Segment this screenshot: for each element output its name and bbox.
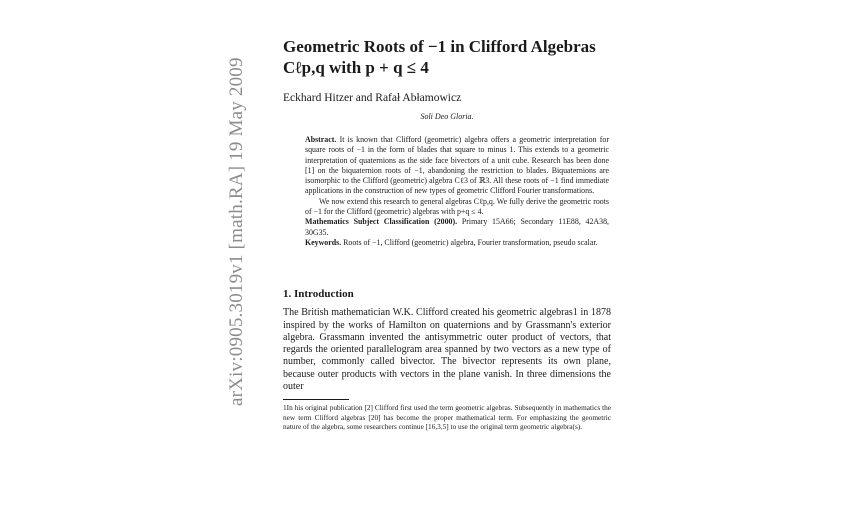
keywords-text: Roots of −1, Clifford (geometric) algebra, Fourier transformation, pseudo scalar. (343, 237, 598, 247)
abstract-text-1: It is known that Clifford (geometric) algebra offers a geometric interpretation for square roots of −1 in the form of blades that square to minus 1. This extends to a geometric interpretation of quaternions as the side face bivectors of a unit cube. Research has been done [1] on the biquaternion roots of −1, abandoning the restriction to blades. Biquaternions are isomorphic to the Clifford (geometric) algebra Cℓ3 of ℝ3. All these roots of −1 find immediate applications in the construction of new types of geometric Clifford Fourier transformations. (305, 135, 609, 196)
abstract-label: Abstract. (305, 135, 337, 144)
msc-label: Mathematics Subject Classification (2000). (305, 217, 458, 227)
dedication: Soli Deo Gloria. (420, 112, 474, 121)
keywords-label: Keywords. (305, 237, 342, 247)
title-line-2: Cℓp,q with p + q ≤ 4 (283, 58, 429, 77)
abstract-paragraph-1 (305, 135, 609, 197)
paper-page (283, 36, 611, 431)
footnote-rule (283, 399, 349, 400)
abstract-text-2: We now extend this research to general algebras Cℓp,q. We fully derive the geometric roots of −1 for the Clifford (geometric) algebras with p+q ≤ 4. (305, 196, 609, 217)
footnote: 1In his original publication [2] Clifford first used the term geometric algebras. Subsequently in mathematics the new term Clifford algebras [20] has become the proper mathematical term. For emphasizing the geometric nature of the algebra, some researchers continue [16,3,5] to use the original term geometric algebra(s). (283, 403, 611, 431)
paper-title (283, 36, 611, 78)
msc-classification (305, 217, 609, 238)
arxiv-identifier: arXiv:0905.3019v1 [math.RA] 19 May 2009 (226, 57, 247, 406)
introduction-paragraph: The British mathematician W.K. Clifford created his geometric algebras1 in 1878 inspired by the works of Hamilton on quaternions and by Grassmann's exterior algebra. Grassmann invented the antisymmetric outer product of vectors, that regards the oriented parallelogram area spanned by two vectors as a new type of number, commonly called bivector. The bivector represents its own plane, because outer products with vectors in the plane vanish. In three dimensions the outer (283, 307, 611, 393)
title-line-1: Geometric Roots of −1 in Clifford Algebras (283, 37, 596, 56)
authors: Eckhard Hitzer and Rafał Abłamowicz (283, 92, 462, 104)
abstract (305, 135, 609, 248)
msc-text: Primary 15A66; Secondary 11E88, 42A38, 30G35. (305, 217, 609, 237)
section-heading: 1. Introduction (283, 288, 354, 301)
keywords (305, 238, 609, 248)
